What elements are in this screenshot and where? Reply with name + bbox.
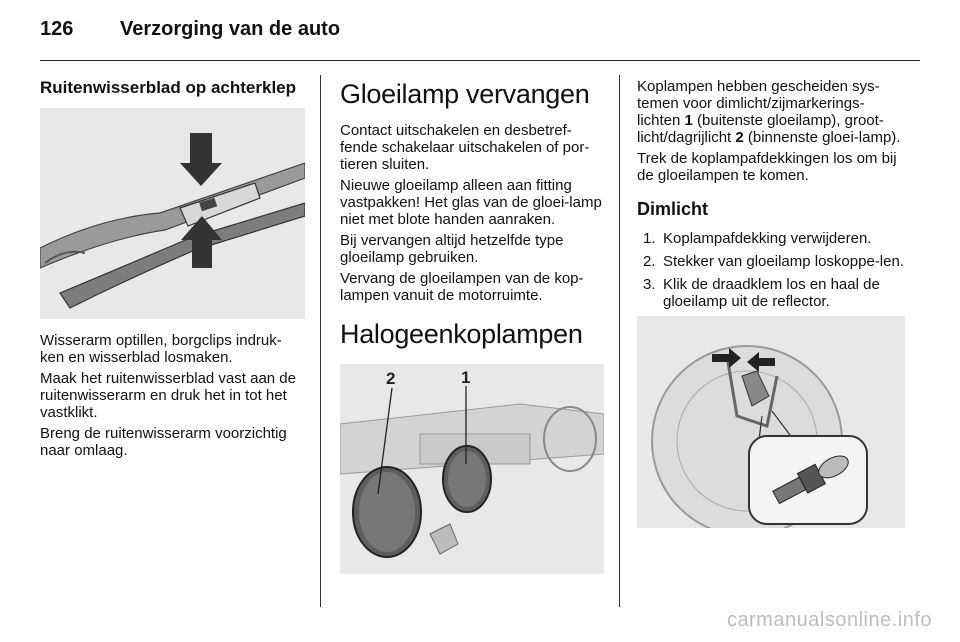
intro-text-c: (buitenste gloeilamp), groot-licht/dagrijlicht xyxy=(637,112,884,146)
header-rule xyxy=(40,60,920,61)
headlamp-cover-paragraph: Trek de koplampafdekkingen los om bij de gloeilampen te komen. xyxy=(637,150,897,184)
column-headlamp-bulbs xyxy=(637,78,905,528)
label-two: 2 xyxy=(386,369,396,388)
wiper-blade-drawing xyxy=(40,108,305,319)
dimlicht-heading: Dimlicht xyxy=(637,199,709,219)
intro-num-2: 2 xyxy=(735,129,744,146)
column-divider-left xyxy=(320,75,321,607)
intro-text-a: Koplampen hebben gescheiden sys-temen voor dimlicht/zijmarkerings-lichten xyxy=(637,78,880,129)
intro-num-1: 1 xyxy=(684,112,693,129)
step-item: 1. Koplampafdekking verwijderen. xyxy=(643,230,872,247)
bulb-heading: Gloeilamp vervangen xyxy=(340,79,590,109)
bulb-paragraph-1: Contact uitschakelen en desbetref-fende schakelaar uitschakelen of por-tieren sluiten. xyxy=(340,122,590,173)
watermark: carmanualsonline.info xyxy=(726,609,932,631)
page-number: 126 xyxy=(40,18,74,40)
intro-text-d: (binnenste gloei-lamp). xyxy=(743,129,901,146)
page-title: Verzorging van de auto xyxy=(120,18,341,40)
wiper-blade-illustration xyxy=(40,108,305,319)
label-one: 1 xyxy=(461,368,471,387)
wiper-paragraph-2: Maak het ruitenwisserblad vast aan de ruitenwisserarm en druk het in tot het vastklikt. xyxy=(40,370,296,421)
headlamp-illustration xyxy=(340,364,604,574)
page-header xyxy=(40,18,920,50)
halogen-heading: Halogeenkoplampen xyxy=(340,319,583,349)
bulb-removal-illustration xyxy=(637,316,905,528)
wiper-paragraph-3: Breng de ruitenwisserarm voorzichtig naar omlaag. xyxy=(40,425,287,459)
bulb-paragraph-4: Vervang de gloeilampen van de kop-lampen vanuit de motorruimte. xyxy=(340,270,584,304)
column-wiper xyxy=(40,78,305,459)
dimlicht-steps xyxy=(637,230,905,310)
step-item: 2. Stekker van gloeilamp loskoppe-len. xyxy=(643,253,904,270)
column-bulb-replacement xyxy=(340,78,604,574)
bulb-paragraph-3: Bij vervangen altijd hetzelfde type gloeilamp gebruiken. xyxy=(340,232,564,266)
wiper-paragraph-1: Wisserarm optillen, borgclips indruk-ken en wisserblad losmaken. xyxy=(40,332,282,366)
bulb-paragraph-2: Nieuwe gloeilamp alleen aan fitting vastpakken! Het glas van de gloei-lamp niet met blote handen aanraken. xyxy=(340,177,602,228)
headlamp-drawing xyxy=(340,364,604,574)
bulb-removal-drawing xyxy=(637,316,905,528)
column-divider-right xyxy=(619,75,620,607)
step-item: 3. Klik de draadklem los en haal de gloeilamp uit de reflector. xyxy=(643,276,880,310)
wiper-heading: Ruitenwisserblad op achterklep xyxy=(40,78,297,97)
headlamp-intro-paragraph xyxy=(637,78,905,146)
